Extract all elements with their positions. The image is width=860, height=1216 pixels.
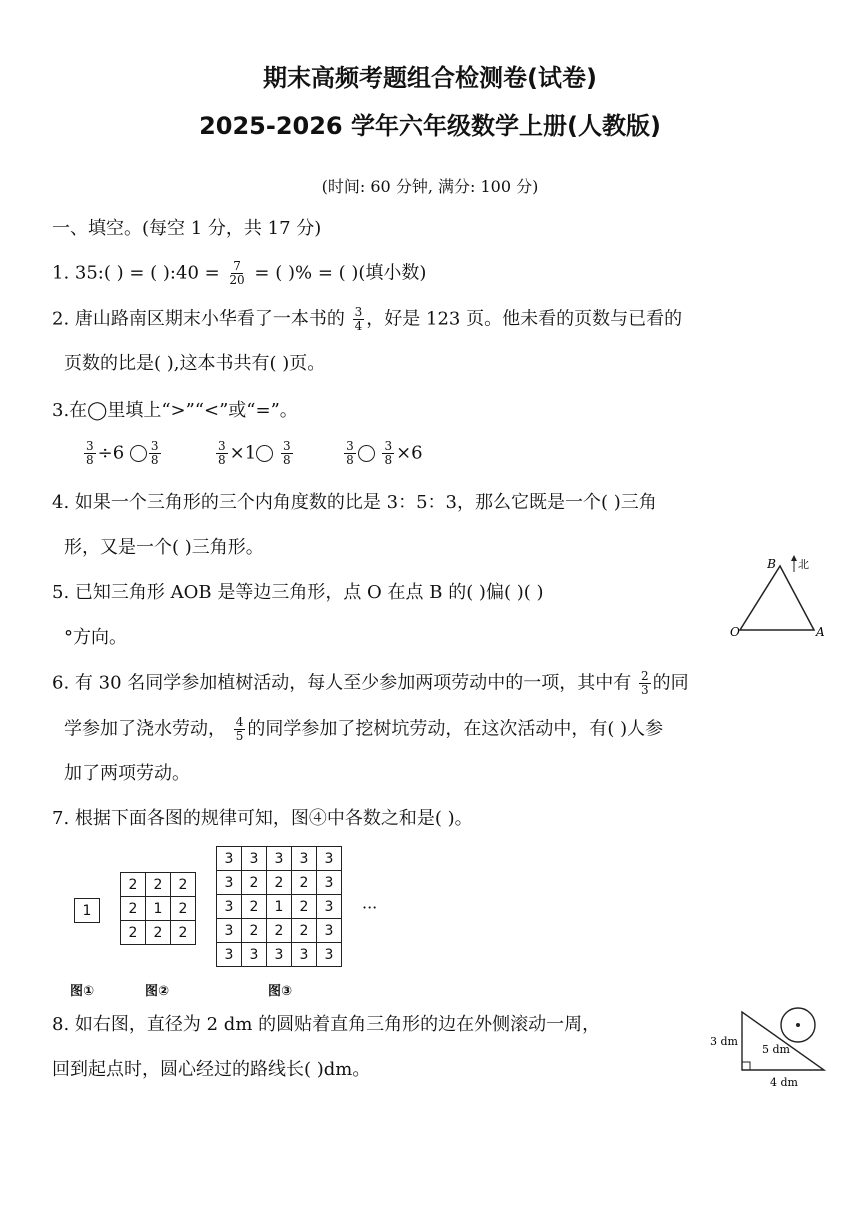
- fraction: $\frac{7}{20}$: [229, 259, 245, 287]
- ellipsis: ···: [362, 898, 378, 917]
- question-8-line2: 回到起点时，圆心经过的路线长( )dm。: [52, 1059, 371, 1080]
- question-2-line1: 2. 唐山路南区期末小华看了一本书的 $\frac{3}{4}$ ，好是 123 页。他未看的页数与已看的: [52, 305, 683, 333]
- grid-cell: 2: [121, 873, 146, 897]
- grid-cell: 2: [292, 895, 317, 919]
- question-3-expressions: $\frac{3}{8}$ ÷6 $\frac{3}{8}$ $\frac{3}{8}$ ×1 $\frac{3}{8}$ $\frac{3}{8}$ $\frac{3}{8}$ ×6: [86, 439, 423, 467]
- question-6-line3: 加了两项劳动。: [64, 763, 190, 784]
- question-4-line1: 4. 如果一个三角形的三个内角度数的比是 3：5：3，那么它既是一个( )三角: [52, 492, 657, 513]
- grid-cell: 3: [317, 919, 342, 943]
- grid-cell: 2: [292, 919, 317, 943]
- grid-cell: 3: [317, 847, 342, 871]
- grid-cell: 3: [317, 943, 342, 967]
- side-label-4dm: 4 dm: [770, 1076, 798, 1089]
- grid-cell: 2: [242, 895, 267, 919]
- grid-cell: 2: [292, 871, 317, 895]
- grid-cell: 2: [171, 873, 196, 897]
- grid-cell: 3: [217, 871, 242, 895]
- side-label-3dm: 3 dm: [710, 1035, 738, 1048]
- grid-cell: 2: [171, 921, 196, 945]
- grid-cell: 1: [267, 895, 292, 919]
- compare-circle[interactable]: [358, 445, 375, 462]
- time-score-info: (时间: 60 分钟, 满分: 100 分): [321, 177, 539, 196]
- grid-cell: 2: [121, 921, 146, 945]
- label-o: O: [730, 625, 740, 639]
- grid-cell: 3: [267, 847, 292, 871]
- grid-cell: 2: [267, 919, 292, 943]
- grid-cell: 2: [171, 897, 196, 921]
- question-1: 1. 35:( ) = ( ):40 = $\frac{7}{20}$ = ( )% = ( )(填小数): [52, 259, 427, 287]
- grid-cell: 3: [242, 847, 267, 871]
- grid-cell: 1: [146, 897, 171, 921]
- grid-cell: 1: [75, 899, 100, 923]
- exam-title: 期末高频考题组合检测卷(试卷): [263, 64, 597, 92]
- grid-cell: 3: [217, 895, 242, 919]
- grid-cell: 3: [267, 943, 292, 967]
- grid-cell: 3: [292, 847, 317, 871]
- question-4-line2: 形，又是一个( )三角形。: [64, 537, 264, 558]
- question-6-line1: 6. 有 30 名同学参加植树活动，每人至少参加两项劳动中的一项，其中有 $\frac{2}{3}$ 的同: [52, 669, 689, 697]
- grid-cell: 2: [146, 921, 171, 945]
- triangle-aob-figure: [726, 552, 826, 642]
- side-label-5dm: 5 dm: [762, 1043, 790, 1056]
- grid-cell: 2: [121, 897, 146, 921]
- grid-cell: 3: [217, 847, 242, 871]
- compare-circle[interactable]: [130, 445, 147, 462]
- question-5-line2: °方向。: [64, 627, 127, 648]
- label-b: B: [767, 557, 776, 571]
- question-2-line2: 页数的比是( ),这本书共有( )页。: [64, 353, 326, 374]
- section-heading: 一、填空。(每空 1 分，共 17 分): [52, 218, 322, 239]
- grid-cell: 2: [267, 871, 292, 895]
- grid-cell: 2: [242, 871, 267, 895]
- figure-label-2: 图②: [145, 984, 170, 999]
- question-3: 3.在◯里填上“>”“<”或“=”。: [52, 400, 298, 421]
- label-a: A: [816, 625, 825, 639]
- fraction: $\frac{3}{4}$: [354, 305, 363, 333]
- north-label: 北: [798, 558, 809, 571]
- pattern-figure-1: [74, 898, 100, 923]
- question-8-line1: 8. 如右图，直径为 2 dm 的圆贴着直角三角形的边在外侧滚动一周，: [52, 1014, 601, 1035]
- grid-cell: 2: [242, 919, 267, 943]
- question-5-line1: 5. 已知三角形 AOB 是等边三角形，点 O 在点 B 的( )偏( )( ): [52, 582, 544, 603]
- grid-cell: 3: [242, 943, 267, 967]
- grid-cell: 3: [292, 943, 317, 967]
- pattern-figure-3: [216, 846, 342, 967]
- compare-circle[interactable]: [256, 445, 273, 462]
- pattern-figure-2: [120, 872, 196, 945]
- grid-cell: 2: [146, 873, 171, 897]
- question-7: 7. 根据下面各图的规律可知，图④中各数之和是( )。: [52, 808, 473, 829]
- triangle-circle-figure: [706, 1000, 830, 1092]
- grid-cell: 3: [217, 943, 242, 967]
- grid-cell: 3: [317, 871, 342, 895]
- figure-label-3: 图③: [268, 984, 293, 999]
- exam-subtitle-grade: 2025-2026 学年六年级数学上册(人教版): [199, 112, 661, 140]
- grid-cell: 3: [317, 895, 342, 919]
- figure-label-1: 图①: [70, 984, 95, 999]
- grid-cell: 3: [217, 919, 242, 943]
- question-6-line2: 学参加了浇水劳动， $\frac{4}{5}$ 的同学参加了挖树坑劳动，在这次活动中，有( )人参: [64, 715, 664, 743]
